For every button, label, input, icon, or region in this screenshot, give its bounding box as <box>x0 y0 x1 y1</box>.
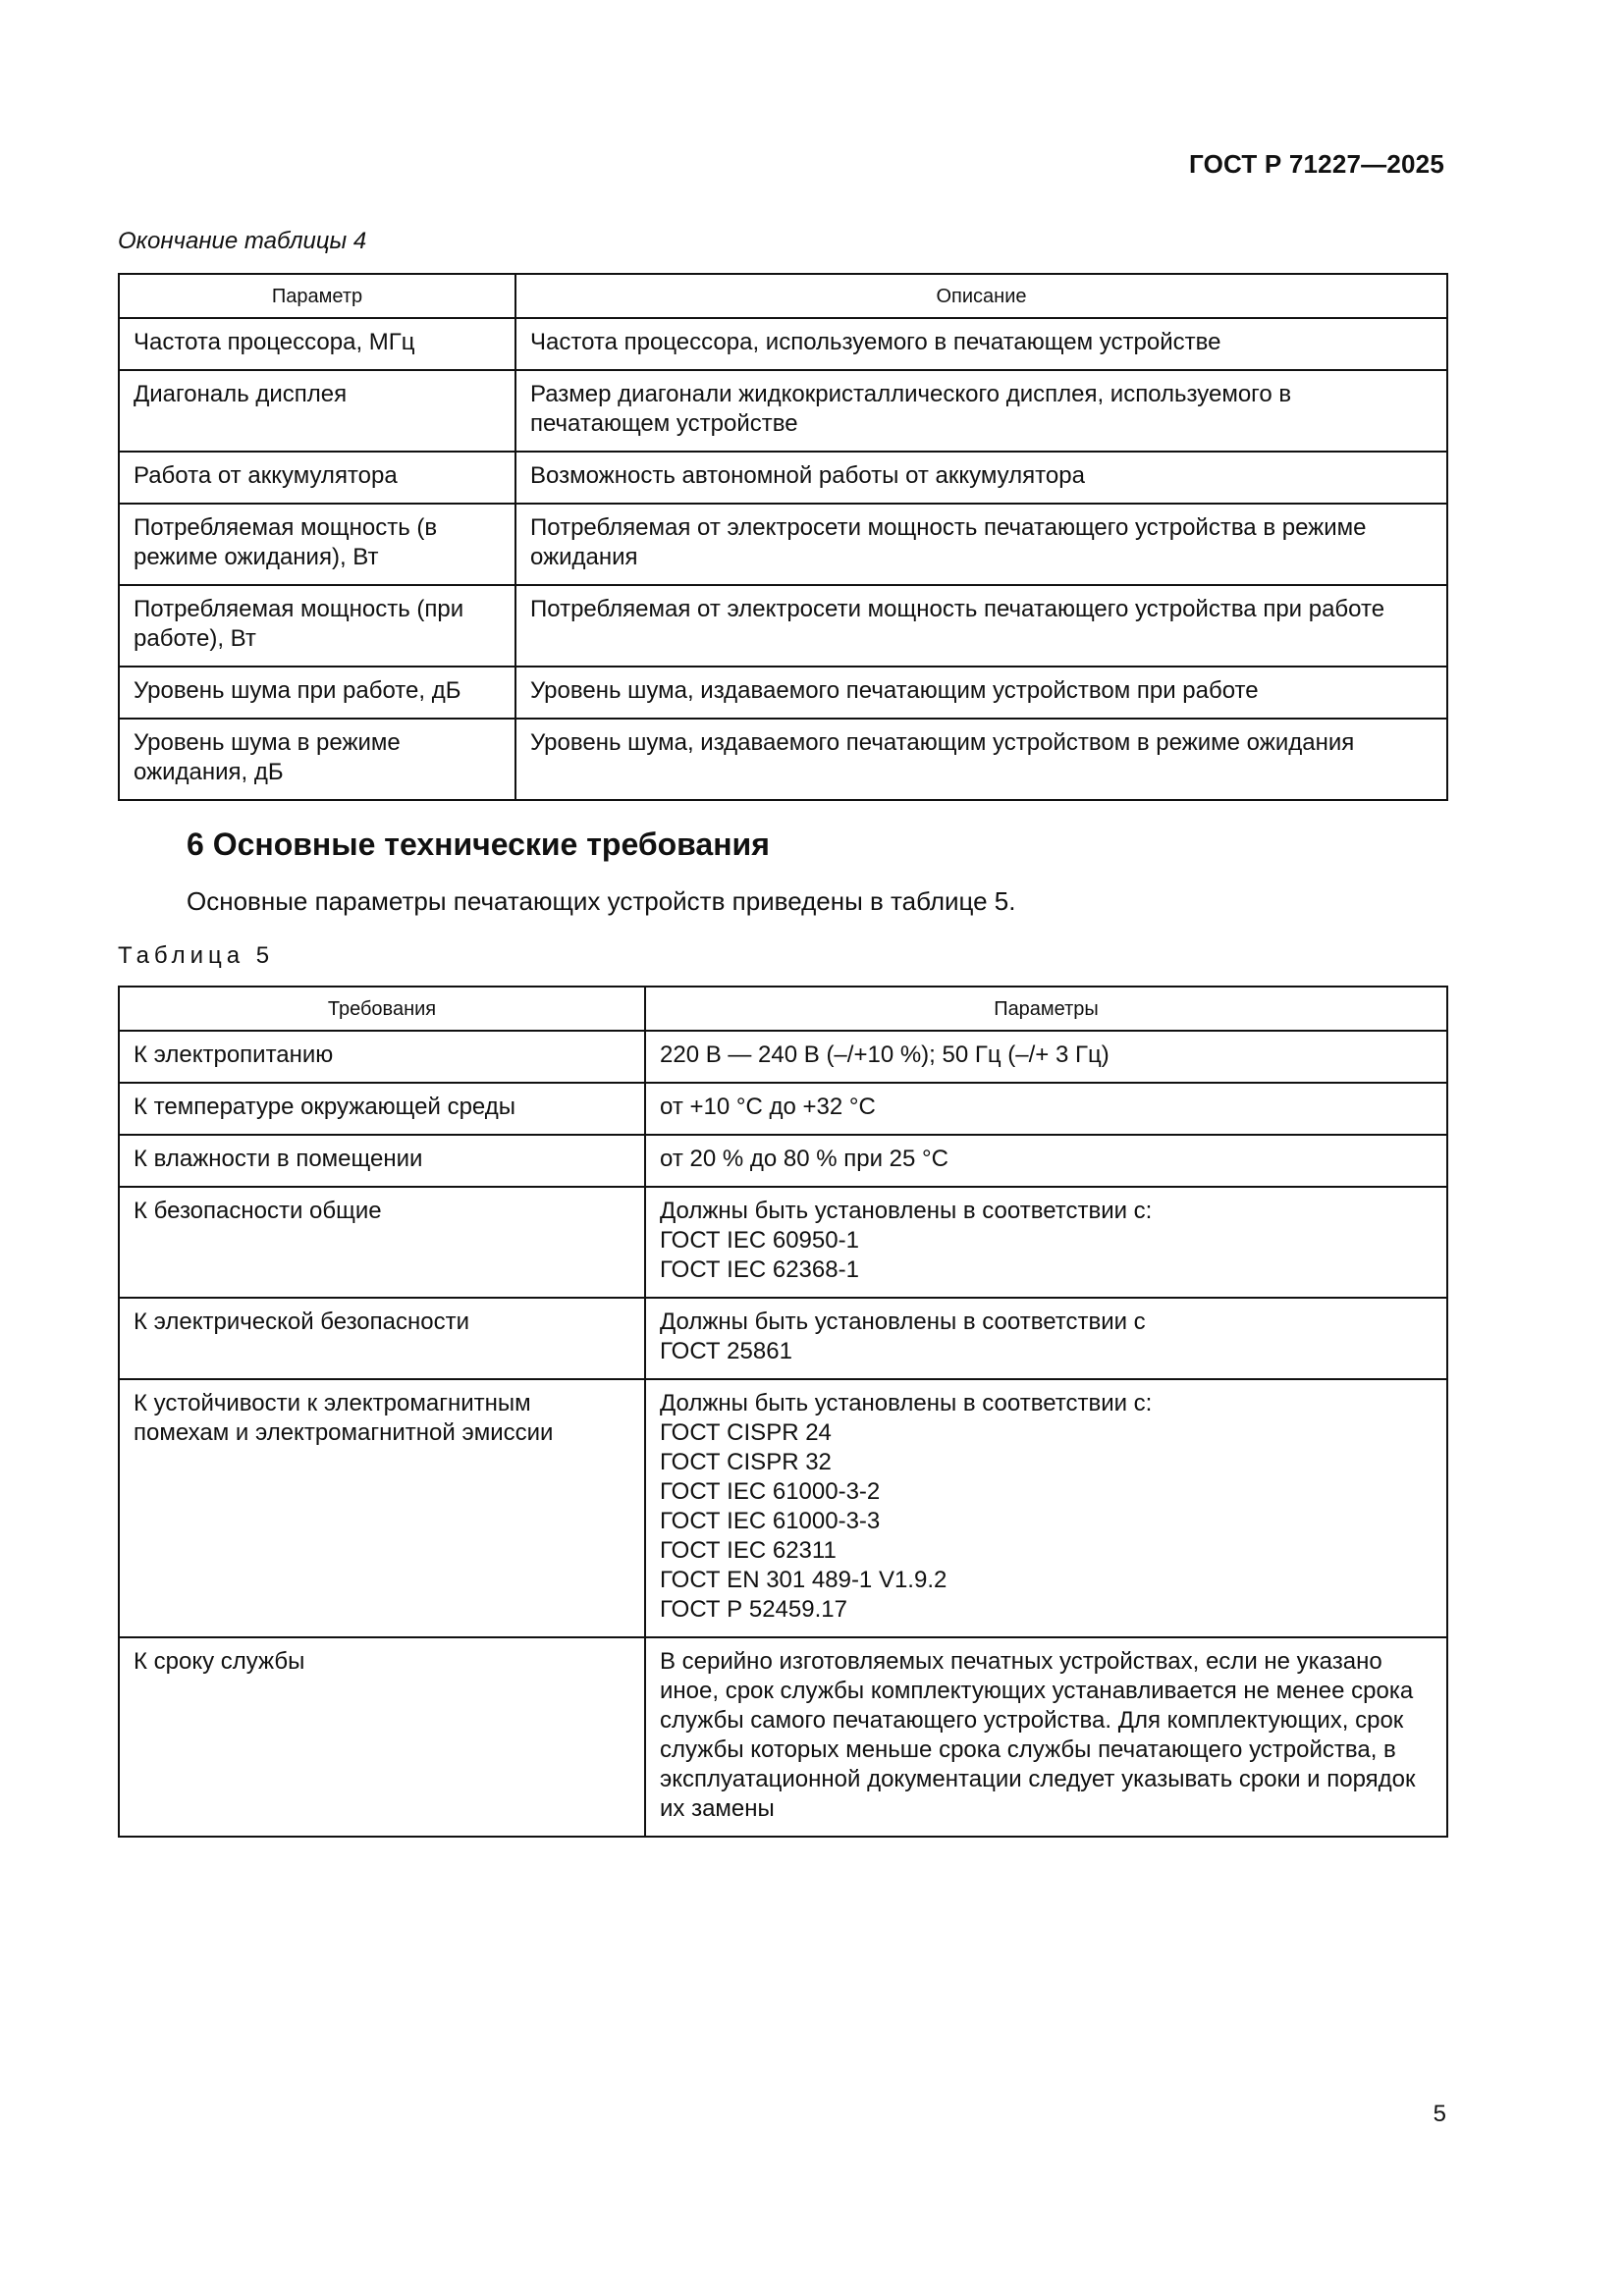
parameter-cell: Частота процессора, МГц <box>119 318 515 370</box>
requirement-cell: К безопасности общие <box>119 1187 645 1298</box>
description-cell: Уровень шума, издаваемого печатающим устройством в режиме ожидания <box>515 719 1447 800</box>
section-intro: Основные параметры печатающих устройств приведены в таблице 5. <box>187 886 1016 916</box>
requirement-cell: К сроку службы <box>119 1637 645 1837</box>
standard-reference: ГОСТ 25861 <box>660 1338 792 1364</box>
table-header-row <box>119 987 1447 1031</box>
table-row <box>119 1637 1447 1837</box>
parameters-cell <box>645 1187 1447 1298</box>
parameter-line: Должны быть установлены в соответствии с: <box>660 1198 1153 1224</box>
table-row <box>119 585 1447 667</box>
description-cell: Потребляемая от электросети мощность печатающего устройства в режиме ожидания <box>515 504 1447 585</box>
table4-continuation-label: Окончание таблицы 4 <box>118 228 367 254</box>
standard-reference: ГОСТ IEC 62368-1 <box>660 1256 859 1283</box>
parameter-line: Должны быть установлены в соответствии с <box>660 1308 1146 1335</box>
standard-reference: ГОСТ IEC 61000-3-3 <box>660 1508 881 1534</box>
table-5 <box>118 986 1448 1838</box>
section-title: 6 Основные технические требования <box>187 827 770 862</box>
table-header-cell: Требования <box>119 987 645 1031</box>
table-row <box>119 1135 1447 1187</box>
parameter-line: Должны быть установлены в соответствии с: <box>660 1390 1153 1416</box>
requirement-cell: К влажности в помещении <box>119 1135 645 1187</box>
parameters-cell <box>645 1135 1447 1187</box>
parameter-cell: Потребляемая мощность (в режиме ожидания), Вт <box>119 504 515 585</box>
standard-reference: ГОСТ Р 52459.17 <box>660 1596 847 1623</box>
table5-label: Таблица 5 <box>118 942 275 969</box>
parameter-cell: Уровень шума в режиме ожидания, дБ <box>119 719 515 800</box>
table-4 <box>118 273 1448 801</box>
parameters-cell <box>645 1637 1447 1837</box>
table-row <box>119 504 1447 585</box>
table-row <box>119 667 1447 719</box>
parameter-line: 220 В — 240 В (–/+10 %); 50 Гц (–/+ 3 Гц) <box>660 1041 1110 1068</box>
requirement-cell: К температуре окружающей среды <box>119 1083 645 1135</box>
table-header-cell: Параметры <box>645 987 1447 1031</box>
requirement-cell: К электрической безопасности <box>119 1298 645 1379</box>
parameter-cell: Работа от аккумулятора <box>119 452 515 504</box>
standard-reference: ГОСТ IEC 62311 <box>660 1537 837 1564</box>
page-number: 5 <box>1433 2101 1446 2127</box>
description-cell: Уровень шума, издаваемого печатающим устройством при работе <box>515 667 1447 719</box>
table-header-cell: Параметр <box>119 274 515 318</box>
document-code: ГОСТ Р 71227—2025 <box>1189 149 1444 179</box>
description-cell: Потребляемая от электросети мощность печатающего устройства при работе <box>515 585 1447 667</box>
table-row <box>119 1083 1447 1135</box>
parameters-cell <box>645 1031 1447 1083</box>
table-row <box>119 1298 1447 1379</box>
table-row <box>119 1031 1447 1083</box>
description-cell: Возможность автономной работы от аккумулятора <box>515 452 1447 504</box>
parameter-line: от +10 °С до +32 °С <box>660 1094 876 1120</box>
parameters-cell <box>645 1379 1447 1637</box>
parameter-line: от 20 % до 80 % при 25 °С <box>660 1146 948 1172</box>
table-header-cell: Описание <box>515 274 1447 318</box>
parameter-cell: Уровень шума при работе, дБ <box>119 667 515 719</box>
requirement-cell: К электропитанию <box>119 1031 645 1083</box>
table-row <box>119 1379 1447 1637</box>
parameter-cell: Диагональ дисплея <box>119 370 515 452</box>
table-row <box>119 1187 1447 1298</box>
parameters-cell <box>645 1083 1447 1135</box>
requirement-cell: К устойчивости к электромагнитным помехам и электромагнитной эмиссии <box>119 1379 645 1637</box>
table-header-row <box>119 274 1447 318</box>
description-cell: Частота процессора, используемого в печатающем устройстве <box>515 318 1447 370</box>
table-row <box>119 719 1447 800</box>
parameters-cell <box>645 1298 1447 1379</box>
standard-reference: ГОСТ IEC 61000-3-2 <box>660 1478 881 1505</box>
parameter-line: В серийно изготовляемых печатных устройствах, если не указано иное, срок службы комплектующих устанавливается не менее срока службы самого печатающего устройства. Для комплектующих, срок службы которых меньше срока службы печатающего устройства, в эксплуатационной документации следует указывать сроки и порядок их замены <box>660 1648 1416 1822</box>
table-row <box>119 318 1447 370</box>
parameter-cell: Потребляемая мощность (при работе), Вт <box>119 585 515 667</box>
standard-reference: ГОСТ IEC 60950-1 <box>660 1227 859 1254</box>
table-row <box>119 370 1447 452</box>
description-cell: Размер диагонали жидкокристаллического дисплея, используемого в печатающем устройстве <box>515 370 1447 452</box>
table-row <box>119 452 1447 504</box>
standard-reference: ГОСТ EN 301 489-1 V1.9.2 <box>660 1567 947 1593</box>
standard-reference: ГОСТ CISPR 24 <box>660 1419 832 1446</box>
standard-reference: ГОСТ CISPR 32 <box>660 1449 832 1475</box>
